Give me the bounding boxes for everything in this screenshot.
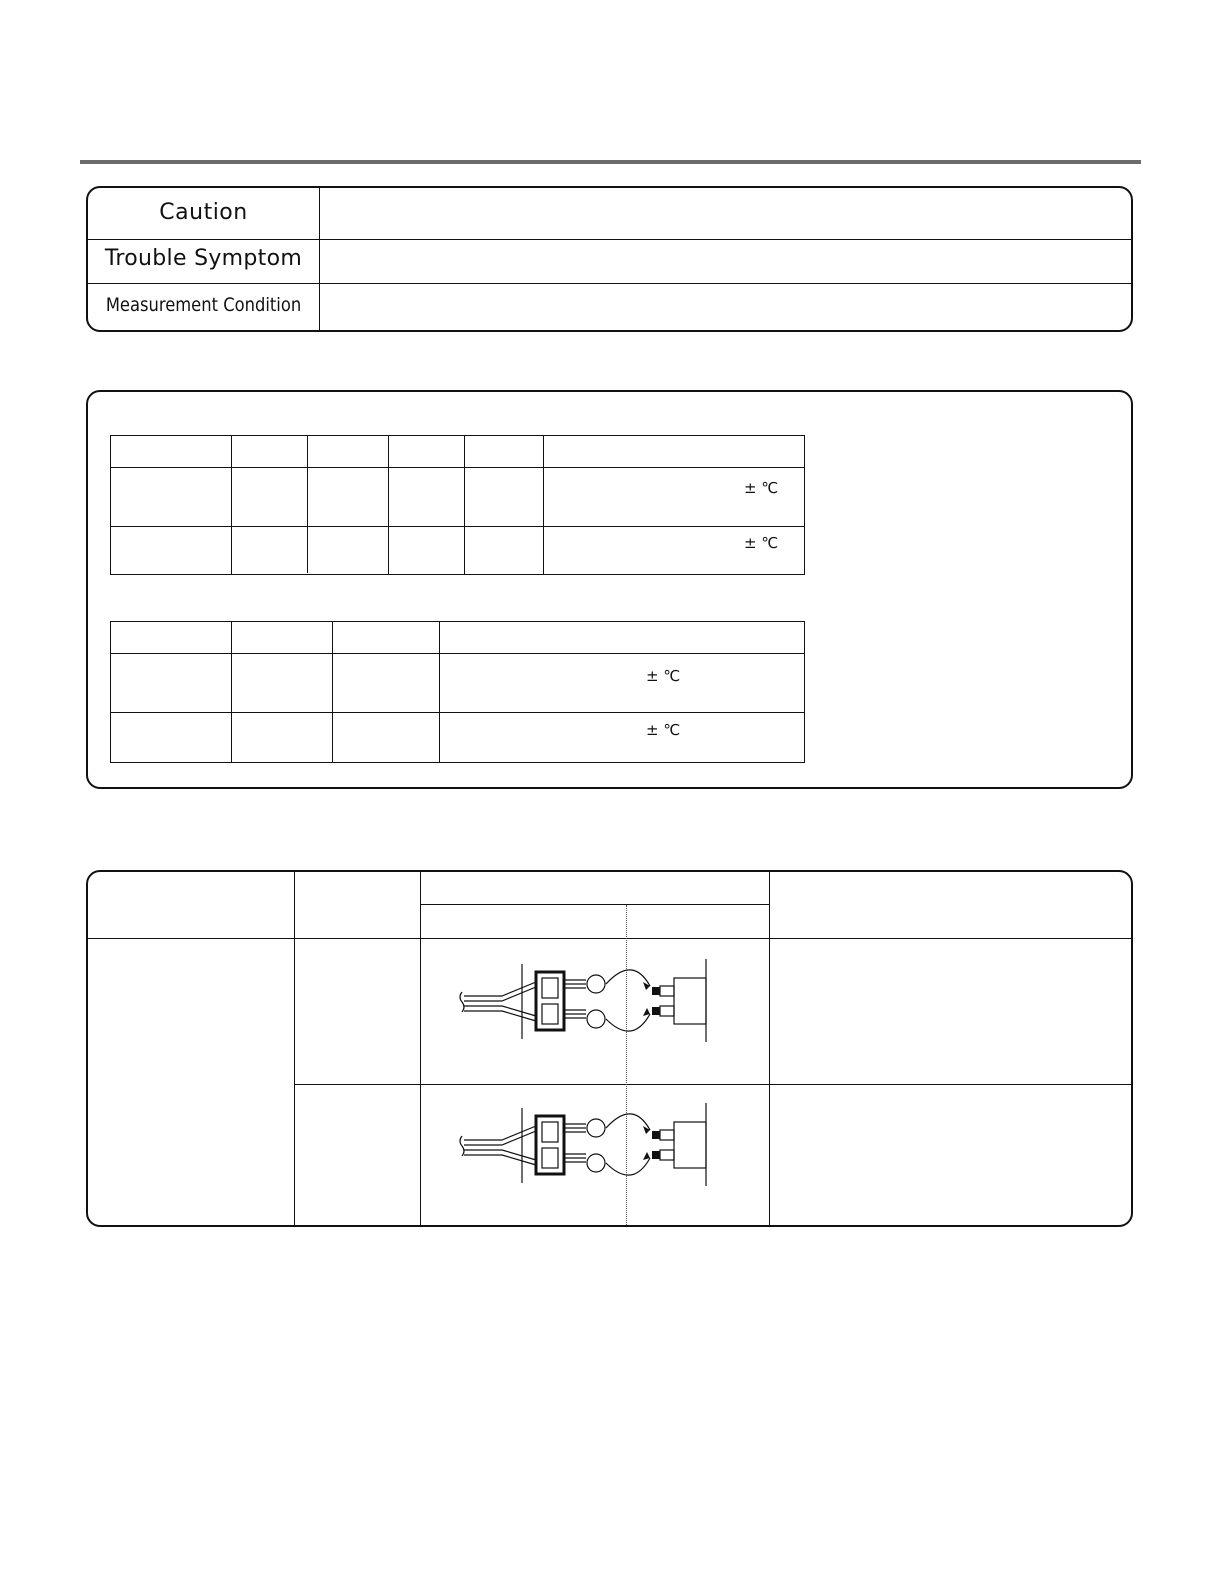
row-divider (88, 283, 1131, 284)
tolerance-celsius: ± ℃ (646, 667, 681, 685)
header-info-table (86, 186, 1133, 332)
connector-diagram-2 (450, 1100, 720, 1190)
trouble-symptom-label: Trouble Symptom (104, 246, 303, 271)
measurement-condition-label: Measurement Condition (105, 294, 302, 316)
tolerance-celsius: ± ℃ (744, 534, 779, 552)
row-divider (88, 239, 1131, 240)
top-rule (80, 160, 1141, 164)
caution-label: Caution (159, 200, 248, 225)
tolerance-celsius: ± ℃ (646, 721, 681, 739)
spec-table-2 (110, 621, 805, 763)
connector-diagram-1 (450, 954, 720, 1044)
spec-panel (86, 390, 1133, 789)
tolerance-celsius: ± ℃ (744, 479, 779, 497)
label-column-divider (319, 188, 320, 330)
connector-check-table (86, 870, 1133, 1227)
spec-table-1 (110, 435, 805, 575)
